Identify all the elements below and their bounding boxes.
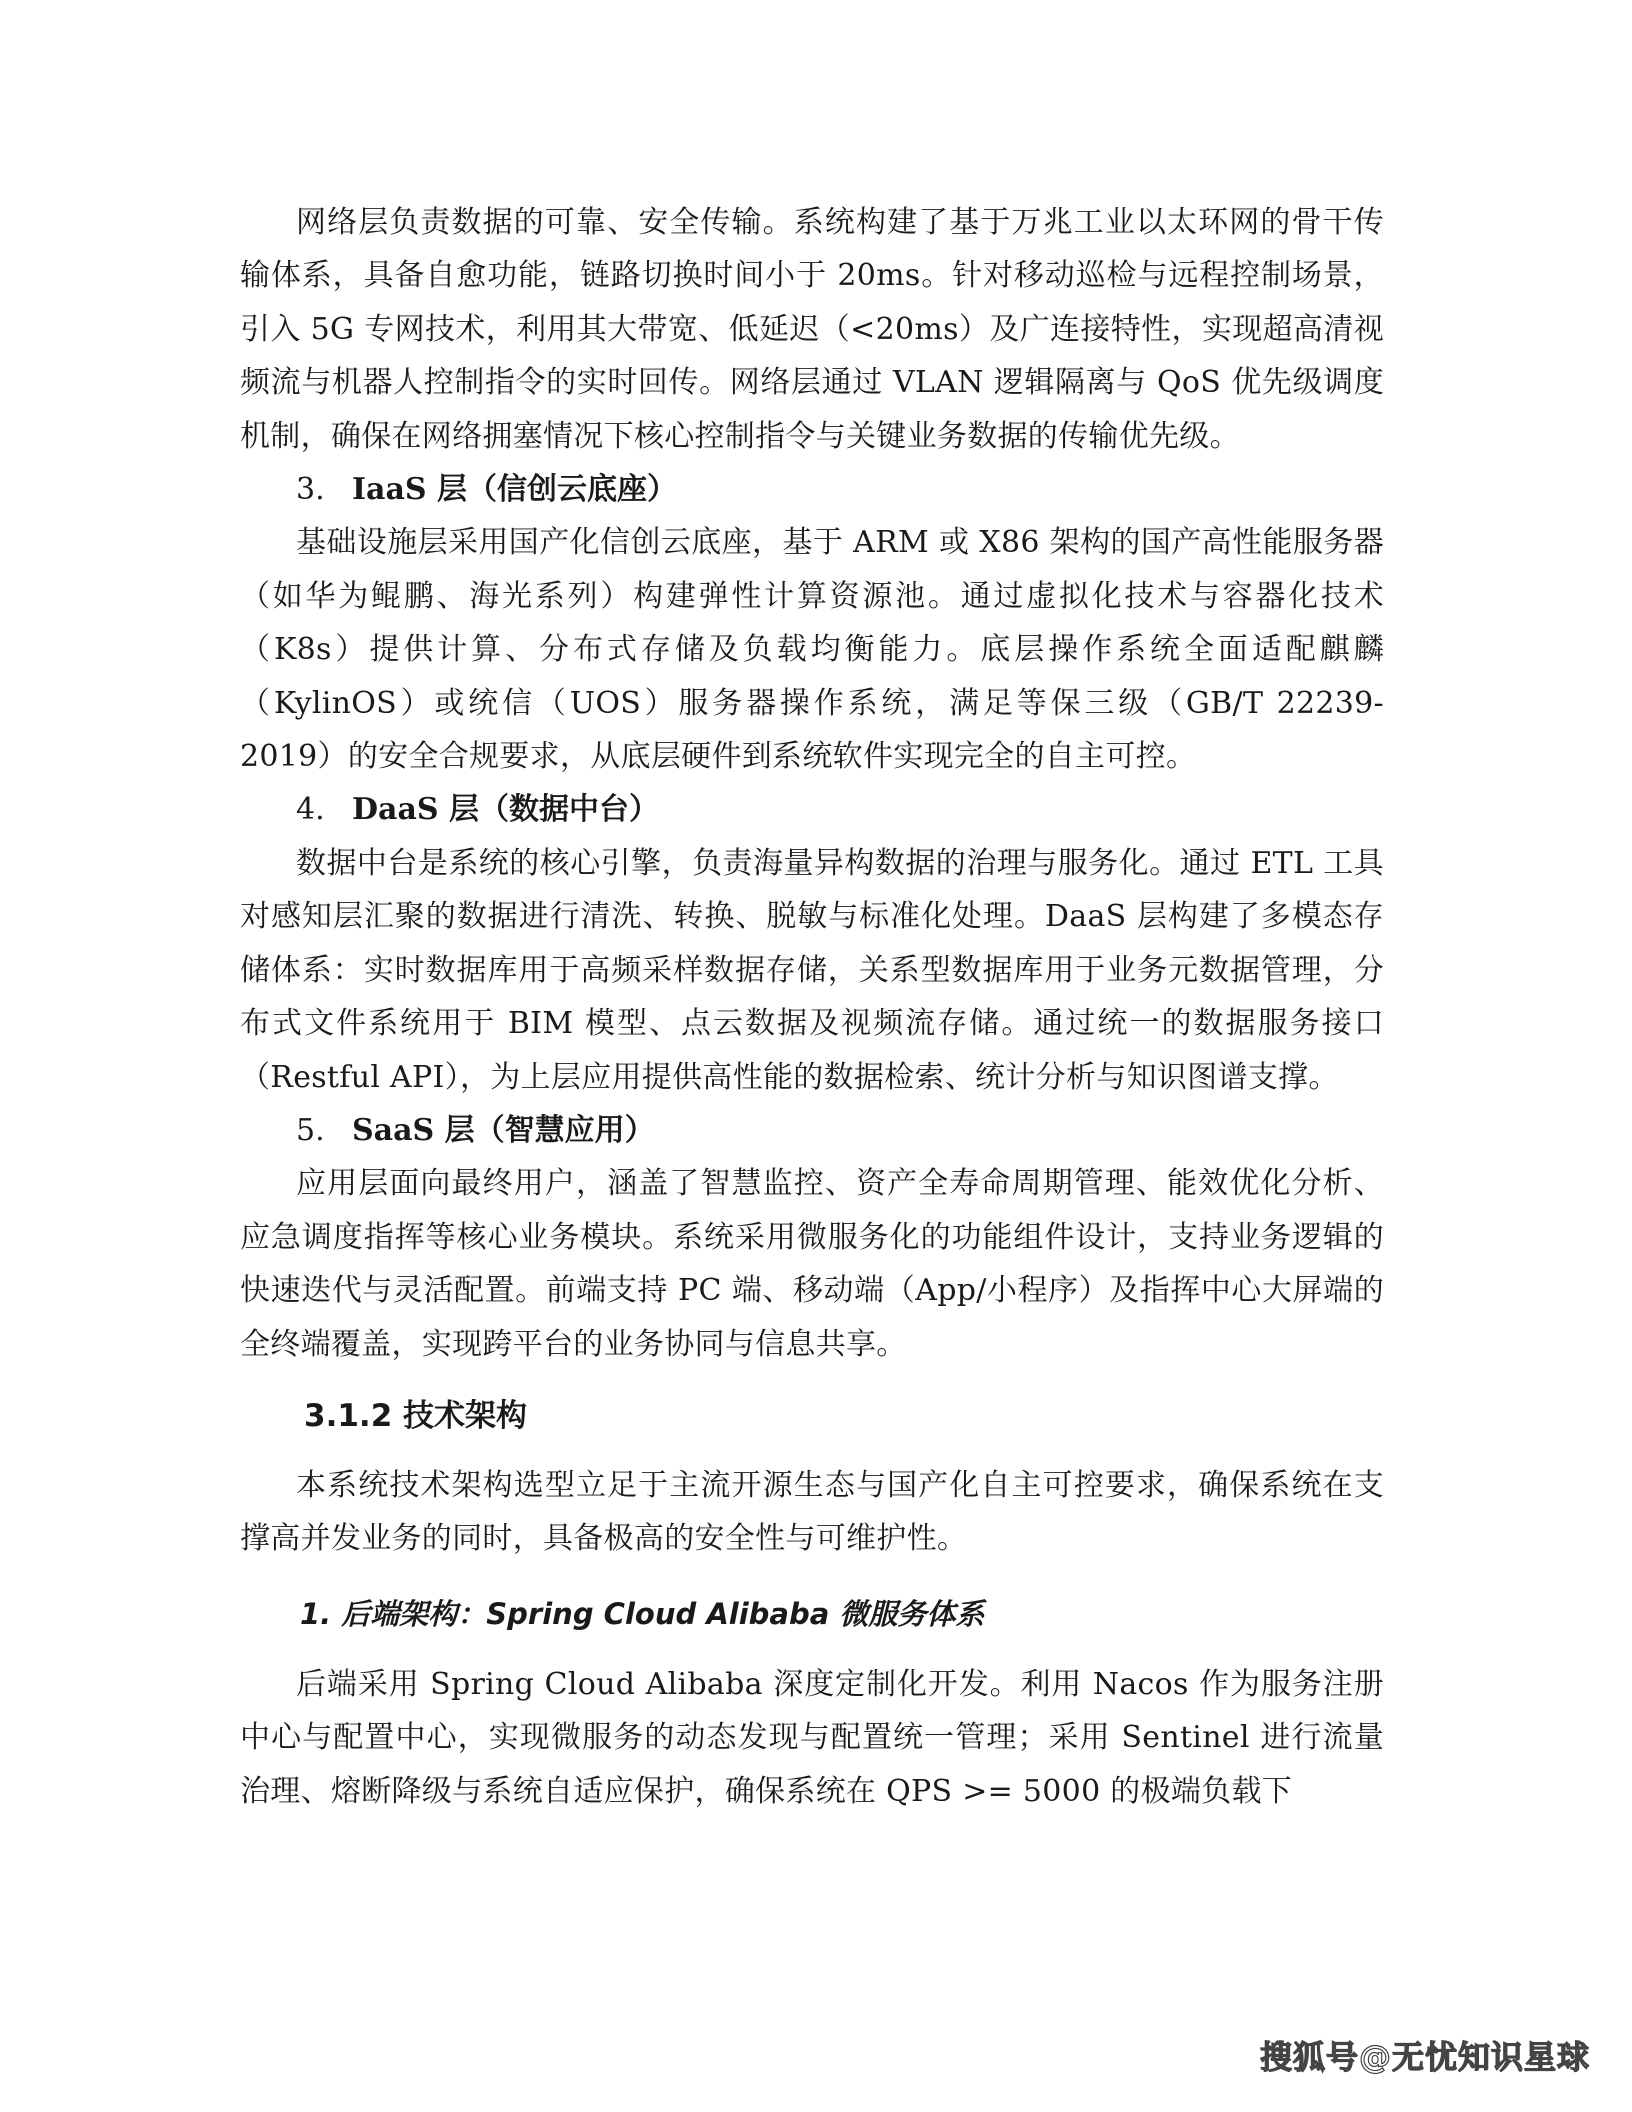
paragraph-network-layer: 网络层负责数据的可靠、安全传输。系统构建了基于万兆工业以太环网的骨干传输体系，具备自愈功能，链路切换时间小于 20ms。针对移动巡检与远程控制场景，引入 5G 专网技术，利用其大带宽、低延迟（<20ms）及广连接特性，实现超高清视频流与机器人控制指令的实时回传。网络层通过 VLAN 逻辑隔离与 QoS 优先级调度机制，确保在网络拥塞情况下核心控制指令与关键业务数据的传输优先级。	[240, 205, 1384, 454]
heading-saas-layer	[240, 1104, 1384, 1157]
heading-iaas-layer	[240, 463, 1384, 516]
paragraph-iaas-layer: 基础设施层采用国产化信创云底座，基于 ARM 或 X86 架构的国产高性能服务器（如华为鲲鹏、海光系列）构建弹性计算资源池。通过虚拟化技术与容器化技术（K8s）提供计算、分布式存储及负载均衡能力。底层操作系统全面适配麒麟（KylinOS）或统信（UOS）服务器操作系统，满足等保三级（GB/T 22239-2019）的安全合规要求，从底层硬件到系统软件实现完全的自主可控。	[240, 525, 1384, 775]
heading-text: SaaS 层（智慧应用）	[352, 1112, 655, 1148]
heading-daas-layer	[240, 783, 1384, 836]
heading-text: IaaS 层（信创云底座）	[352, 472, 678, 508]
heading-text: DaaS 层（数据中台）	[352, 792, 660, 828]
paragraph-saas-layer: 应用层面向最终用户，涵盖了智慧监控、资产全寿命周期管理、能效优化分析、应急调度指挥等核心业务模块。系统采用微服务化的功能组件设计，支持业务逻辑的快速迭代与灵活配置。前端支持 PC 端、移动端（App/小程序）及指挥中心大屏端的全终端覆盖，实现跨平台的业务协同与信息共享。	[240, 1166, 1384, 1362]
source-watermark: 搜狐号@无忧知识星球	[1259, 2038, 1590, 2076]
heading-number: 4.	[296, 792, 325, 828]
document-body	[240, 196, 1384, 1818]
subsection-title-backend: 1. 后端架构：Spring Cloud Alibaba 微服务体系	[300, 1596, 985, 1631]
heading-number: 3.	[296, 472, 325, 508]
heading-number: 5.	[296, 1112, 325, 1148]
paragraph-tech-intro: 本系统技术架构选型立足于主流开源生态与国产化自主可控要求，确保系统在支撑高并发业务的同时，具备极高的安全性与可维护性。	[240, 1467, 1384, 1557]
section-title-tech-architecture: 3.1.2 技术架构	[304, 1397, 528, 1434]
paragraph-backend: 后端采用 Spring Cloud Alibaba 深度定制化开发。利用 Nacos 作为服务注册中心与配置中心，实现微服务的动态发现与配置统一管理；采用 Sentinel 进行流量治理、熔断降级与系统自适应保护，确保系统在 QPS >= 5000 的极端负载下	[240, 1666, 1384, 1809]
paragraph-daas-layer: 数据中台是系统的核心引擎，负责海量异构数据的治理与服务化。通过 ETL 工具对感知层汇聚的数据进行清洗、转换、脱敏与标准化处理。DaaS 层构建了多模态存储体系：实时数据库用于高频采样数据存储，关系型数据库用于业务元数据管理，分布式文件系统用于 BIM 模型、点云数据及视频流存储。通过统一的数据服务接口（Restful API），为上层应用提供高性能的数据检索、统计分析与知识图谱支撑。	[240, 845, 1384, 1095]
